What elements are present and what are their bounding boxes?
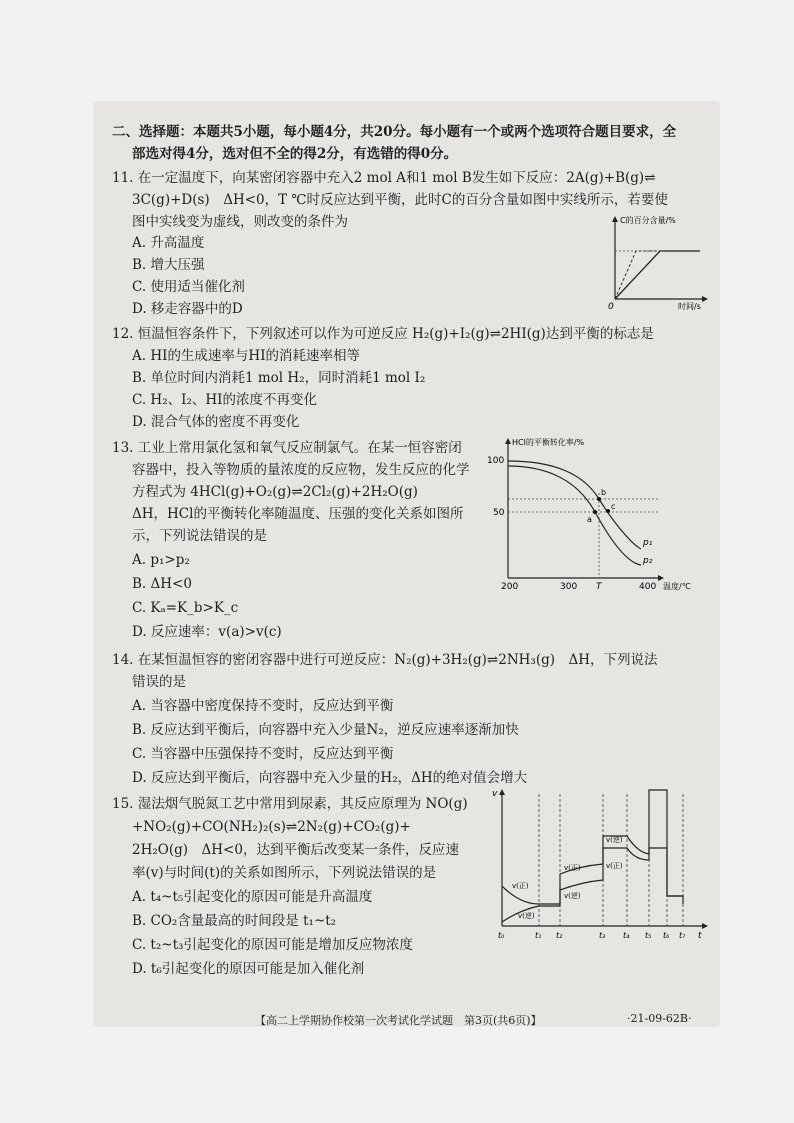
- q11-option-b[interactable]: B. 增大压强: [132, 257, 205, 273]
- q15-xtick-t3: t₃: [599, 931, 606, 940]
- q15-xlabel: t: [698, 931, 702, 941]
- q15-stem-line4: 率(v)与时间(t)的关系如图所示，下列说法错误的是: [132, 865, 437, 881]
- q11-y-arrow: [612, 216, 618, 222]
- q13-option-b[interactable]: B. ΔH<0: [132, 576, 192, 592]
- q13-stem-line2: 容器中，投入等物质的量浓度的反应物，发生反应的化学: [132, 462, 470, 478]
- q15-ylabel: v: [492, 789, 498, 799]
- q11-stem-line1: 11. 在一定温度下，向某密闭容器中充入2 mol A和1 mol B发生如下反应：2A(g)+B(g)⇌: [112, 170, 656, 186]
- q15-stem-line3: 2H₂O(g) ΔH<0，达到平衡后改变某一条件，反应速: [132, 842, 459, 858]
- q13-option-a[interactable]: A. p₁>p₂: [132, 552, 190, 568]
- q13-x-arrow: [658, 575, 664, 581]
- q13-ylabel: HCl的平衡转化率/%: [512, 438, 585, 447]
- q15-label-v-reverse-2: v(逆): [564, 892, 581, 900]
- q15-chart: [490, 786, 712, 941]
- q14-option-c[interactable]: C. 当容器中压强保持不变时，反应达到平衡: [132, 746, 394, 762]
- q13-label-b: b: [601, 488, 607, 497]
- q13-xlabel: 温度/℃: [663, 582, 691, 591]
- q15-xtick-t0: t₀: [498, 931, 505, 940]
- q11-dashed-curve: [615, 251, 700, 299]
- q14-option-a[interactable]: A. 当容器中密度保持不变时，反应达到平衡: [132, 698, 394, 714]
- q13-stem-line5: 示，下列说法错误的是: [132, 528, 267, 544]
- q11-chart: [600, 211, 710, 311]
- q13-stem-line3: 方程式为 4HCl(g)+O₂(g)⇌2Cl₂(g)+2H₂O(g): [132, 484, 418, 500]
- q15-xtick-t2: t₂: [556, 931, 563, 940]
- q11-option-c[interactable]: C. 使用适当催化剂: [132, 279, 245, 295]
- q15-option-a[interactable]: A. t₄~t₅引起变化的原因可能是升高温度: [132, 889, 373, 905]
- q13-stem-line1: 13. 工业上常用氯化氢和氧气反应制氯气。在某一恒容密闭: [112, 440, 462, 456]
- q13-option-c[interactable]: C. Kₐ=K_b>K_c: [132, 600, 239, 616]
- q13-curve-p1: [508, 461, 641, 549]
- q15-x-arrow: [702, 923, 708, 929]
- q13-y-arrow: [505, 438, 511, 444]
- q12-option-d[interactable]: D. 混合气体的密度不再变化: [132, 414, 300, 430]
- q15-option-c[interactable]: C. t₂~t₃引起变化的原因可能是增加反应物浓度: [132, 937, 413, 953]
- q12-option-b[interactable]: B. 单位时间内消耗1 mol H₂，同时消耗1 mol I₂: [132, 370, 426, 386]
- q15-option-d[interactable]: D. t₆引起变化的原因可能是加入催化剂: [132, 961, 365, 977]
- q13-stem-line4: ΔH，HCl的平衡转化率随温度、压强的变化关系如图所: [132, 506, 464, 522]
- section-header-line2: 部选对得4分，选对但不全的得2分，有选错的得0分。: [132, 146, 458, 162]
- q13-point-b: [597, 497, 601, 501]
- q15-label-v-reverse-1: v(逆): [518, 912, 535, 920]
- q11-option-a[interactable]: A. 升高温度: [132, 235, 205, 251]
- q15-label-v-forward-3: v(正): [606, 862, 623, 870]
- q15-stem-line2: +NO₂(g)+CO(NH₂)₂(s)⇌2N₂(g)+CO₂(g)+: [132, 819, 411, 835]
- q15-option-b[interactable]: B. CO₂含量最高的时间段是 t₁~t₂: [132, 913, 337, 929]
- q13-ytick-50: 50: [493, 508, 505, 518]
- q13-chart: [483, 433, 708, 593]
- q11-stem-line3: 图中实线变为虚线，则改变的条件为: [132, 214, 348, 230]
- q13-label-p1: p₁: [643, 538, 653, 548]
- q13-point-c: [606, 509, 610, 513]
- q15-stem-line1: 15. 湿法烟气脱氮工艺中常用到尿素，其反应原理为 NO(g): [112, 796, 468, 812]
- q12-option-c[interactable]: C. H₂、I₂、HI的浓度不再变化: [132, 392, 317, 408]
- q15-xtick-t7: t₇: [679, 931, 686, 940]
- q15-y-arrow: [499, 789, 505, 795]
- q15-vforward-curve: [502, 848, 683, 904]
- footer-code: ·21-09-62B·: [627, 1012, 692, 1025]
- q13-xtick-T: T: [596, 582, 602, 592]
- q14-stem-line2: 错误的是: [132, 674, 186, 690]
- q15-label-v-forward-1: v(正): [512, 882, 529, 890]
- q13-point-a: [593, 510, 597, 514]
- q12-stem: 12. 恒温恒容条件下，下列叙述可以作为可逆反应 H₂(g)+I₂(g)⇌2HI(g)达到平衡的标志是: [112, 326, 654, 342]
- footer-title: 【高二上学期协作校第一次考试化学试题 第3页(共6页)】: [255, 1014, 542, 1027]
- q11-xlabel: 时间/s: [678, 302, 701, 311]
- section-header-line1: 二、选择题：本题共5小题，每小题4分，共20分。每小题有一个或两个选项符合题目要求，全: [112, 124, 677, 140]
- q11-option-d[interactable]: D. 移走容器中的D: [132, 301, 243, 317]
- q13-curve-p2: [508, 466, 641, 565]
- q13-xtick-300: 300: [560, 582, 578, 592]
- q11-ylabel: C的百分含量/%: [620, 216, 676, 225]
- q13-label-p2: p₂: [643, 556, 653, 566]
- q14-option-b[interactable]: B. 反应达到平衡后，向容器中充入少量N₂，逆反应速率逐渐加快: [132, 722, 519, 738]
- q14-option-d[interactable]: D. 反应达到平衡后，向容器中充入少量的H₂，ΔH的绝对值会增大: [132, 770, 528, 786]
- exam-page: [95, 103, 718, 1025]
- q13-ytick-100: 100: [487, 456, 505, 466]
- q15-label-v-forward-2: v(正): [564, 864, 581, 872]
- q13-label-c: c: [611, 502, 616, 511]
- q11-x-arrow: [702, 296, 708, 302]
- q13-option-d[interactable]: D. 反应速率：v(a)>v(c): [132, 624, 282, 640]
- q15-xtick-t5: t₅: [645, 931, 652, 940]
- q11-origin: 0: [608, 302, 614, 311]
- q14-stem-line1: 14. 在某恒温恒容的密闭容器中进行可逆反应：N₂(g)+3H₂(g)⇌2NH₃(g) ΔH，下列说法: [112, 652, 658, 668]
- q15-xtick-t6: t₆: [663, 931, 670, 940]
- q15-xtick-t4: t₄: [623, 931, 630, 940]
- q11-stem-line2: 3C(g)+D(s) ΔH<0，T ℃时反应达到平衡，此时C的百分含量如图中实线所示，若要使: [132, 192, 668, 208]
- q13-xtick-200: 200: [501, 582, 519, 592]
- q12-option-a[interactable]: A. HI的生成速率与HI的消耗速率相等: [132, 348, 361, 364]
- q15-label-v-reverse-3: v(逆): [606, 836, 623, 844]
- q11-solid-curve: [615, 251, 700, 299]
- q13-xtick-400: 400: [639, 582, 657, 592]
- q15-xtick-t1: t₁: [535, 931, 542, 940]
- q13-label-a: a: [587, 515, 592, 524]
